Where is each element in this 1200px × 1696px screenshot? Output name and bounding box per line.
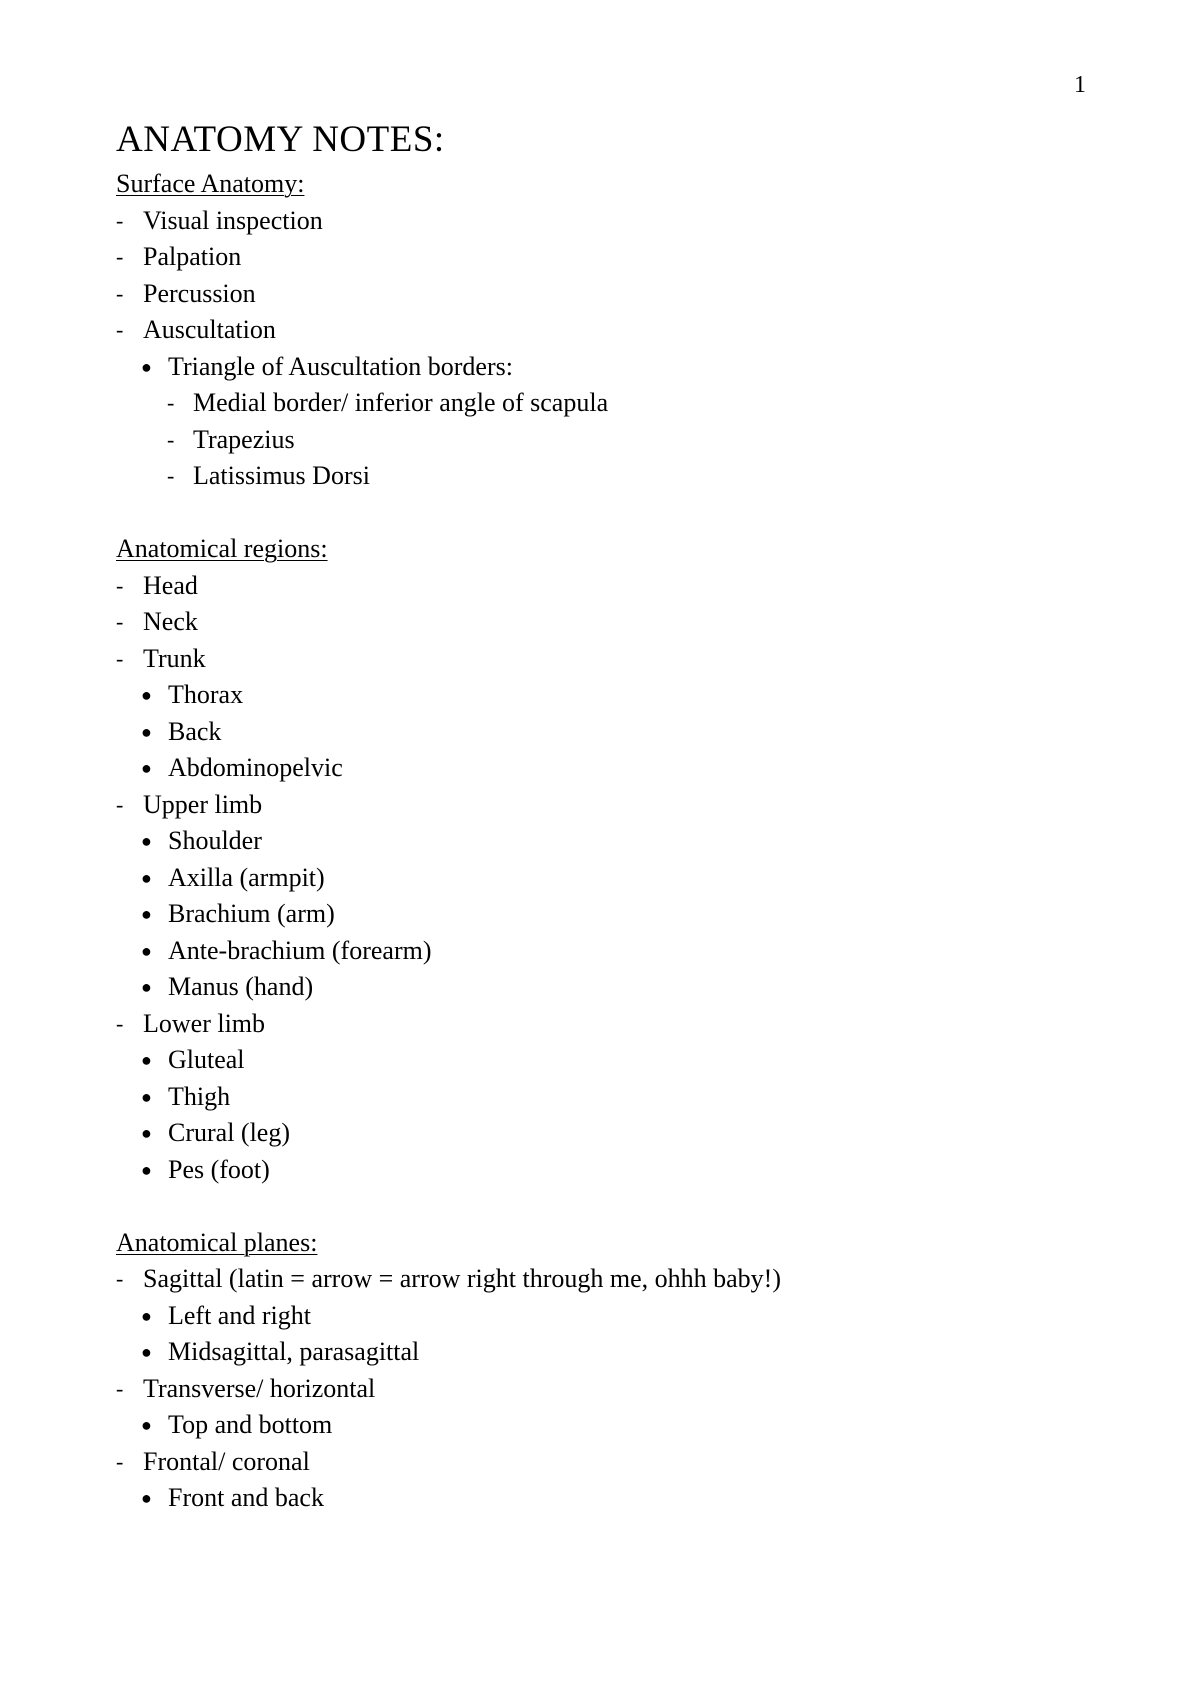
list-item-text: Latissimus Dorsi	[193, 461, 370, 490]
list-item-text: Trunk	[143, 643, 206, 673]
list-item-text: Palpation	[143, 242, 242, 271]
list-item-text: Pes (foot)	[168, 1154, 270, 1184]
bullet-icon: ●	[141, 904, 152, 924]
bullet-icon: ●	[141, 1342, 152, 1362]
dash-icon: -	[116, 1448, 124, 1474]
dash-icon: -	[116, 1010, 124, 1036]
section-heading: Anatomical planes:	[116, 1227, 318, 1257]
section-heading: Surface Anatomy:	[116, 169, 305, 198]
dash-icon: -	[116, 280, 124, 306]
list-item-text: Brachium (arm)	[168, 899, 335, 928]
list-item	[116, 896, 1116, 933]
notes-section	[116, 166, 1116, 495]
dash-icon: -	[116, 1375, 124, 1401]
list-item	[116, 239, 1116, 276]
section-heading: Anatomical regions:	[116, 534, 328, 563]
dash-icon: -	[116, 791, 124, 817]
list-item-text: Top and bottom	[168, 1410, 333, 1439]
notes-body	[116, 166, 1116, 1517]
bullet-icon: ●	[141, 685, 152, 705]
list-item-text: Shoulder	[168, 826, 262, 855]
list-item-text: Frontal/ coronal	[143, 1446, 310, 1476]
list-item	[116, 677, 1116, 714]
list-item	[116, 1115, 1116, 1152]
list-item	[116, 1407, 1116, 1444]
bullet-icon: ●	[141, 1050, 152, 1070]
list-item-text: Midsagittal, parasagittal	[168, 1337, 420, 1366]
list-item	[116, 933, 1116, 970]
list-item	[116, 385, 1116, 422]
document-title: ANATOMY NOTES:	[116, 119, 445, 160]
list-item	[116, 312, 1116, 349]
list-item	[116, 458, 1116, 495]
list-item-text: Thigh	[168, 1081, 231, 1111]
list-item-text: Front and back	[168, 1483, 324, 1512]
list-item	[116, 1006, 1116, 1043]
list-item	[116, 1334, 1116, 1371]
list-item	[116, 641, 1116, 678]
bullet-icon: ●	[141, 1123, 152, 1143]
list-item	[116, 1298, 1116, 1335]
list-item	[116, 1480, 1116, 1517]
bullet-icon: ●	[141, 867, 152, 888]
bullet-icon: ●	[141, 1086, 152, 1107]
dash-icon: -	[116, 1266, 124, 1291]
list-item-text: Back	[168, 716, 222, 746]
list-item-text: Auscultation	[143, 315, 276, 344]
list-item	[116, 823, 1116, 860]
notes-section	[116, 1225, 1116, 1517]
list-item-text: Ante-brachium (forearm)	[168, 935, 432, 965]
list-item	[116, 349, 1116, 386]
list-item-text: Visual inspection	[143, 205, 323, 235]
list-item-text: Gluteal	[168, 1045, 245, 1074]
list-item	[116, 714, 1116, 751]
list-item-text: Thorax	[168, 680, 244, 709]
bullet-icon: ●	[141, 1159, 152, 1180]
list-item-text: Medial border/ inferior angle of scapula	[193, 388, 609, 417]
list-item-text: Trapezius	[193, 424, 295, 454]
list-item	[116, 1444, 1116, 1481]
bullet-icon: ●	[141, 356, 152, 377]
list-item-text: Manus (hand)	[168, 972, 314, 1001]
list-item-text: Transverse/ horizontal	[143, 1373, 376, 1403]
list-item	[116, 276, 1116, 313]
list-item	[116, 969, 1116, 1006]
page-number: 1	[1074, 72, 1086, 98]
list-item	[116, 422, 1116, 459]
dash-icon: -	[116, 609, 124, 634]
dash-icon: -	[116, 244, 124, 269]
bullet-icon: ●	[141, 758, 152, 778]
list-item	[116, 787, 1116, 824]
list-item-text: Upper limb	[143, 789, 263, 819]
bullet-icon: ●	[141, 1488, 152, 1508]
notes-section	[116, 531, 1116, 1188]
list-item-text: Triangle of Auscultation borders:	[168, 351, 513, 381]
list-item-text: Abdominopelvic	[168, 753, 343, 782]
list-item	[116, 1042, 1116, 1079]
list-item	[116, 1152, 1116, 1189]
bullet-icon: ●	[141, 940, 152, 961]
dash-icon: -	[167, 426, 175, 452]
dash-icon: -	[167, 390, 175, 415]
list-item-text: Neck	[143, 607, 198, 636]
bullet-icon: ●	[141, 977, 152, 997]
list-item-text: Percussion	[143, 278, 256, 308]
bullet-icon: ●	[141, 831, 152, 851]
dash-icon: -	[116, 207, 124, 233]
dash-icon: -	[167, 463, 175, 488]
list-item	[116, 750, 1116, 787]
list-item	[116, 203, 1116, 240]
dash-icon: -	[116, 572, 124, 598]
list-item	[116, 604, 1116, 641]
bullet-icon: ●	[141, 1415, 152, 1435]
list-item-text: Head	[143, 570, 198, 600]
list-item	[116, 1261, 1116, 1298]
list-item-text: Axilla (armpit)	[168, 862, 325, 892]
list-item-text: Crural (leg)	[168, 1118, 291, 1147]
bullet-icon: ●	[141, 1305, 152, 1326]
list-item-text: Lower limb	[143, 1008, 266, 1038]
list-item-text: Sagittal (latin = arrow = arrow right through me, ohhh baby!)	[143, 1264, 782, 1293]
dash-icon: -	[116, 317, 124, 342]
list-item	[116, 1079, 1116, 1116]
list-item	[116, 860, 1116, 897]
list-item	[116, 1371, 1116, 1408]
list-item	[116, 568, 1116, 605]
bullet-icon: ●	[141, 721, 152, 742]
list-item-text: Left and right	[168, 1300, 311, 1330]
dash-icon: -	[116, 645, 124, 671]
